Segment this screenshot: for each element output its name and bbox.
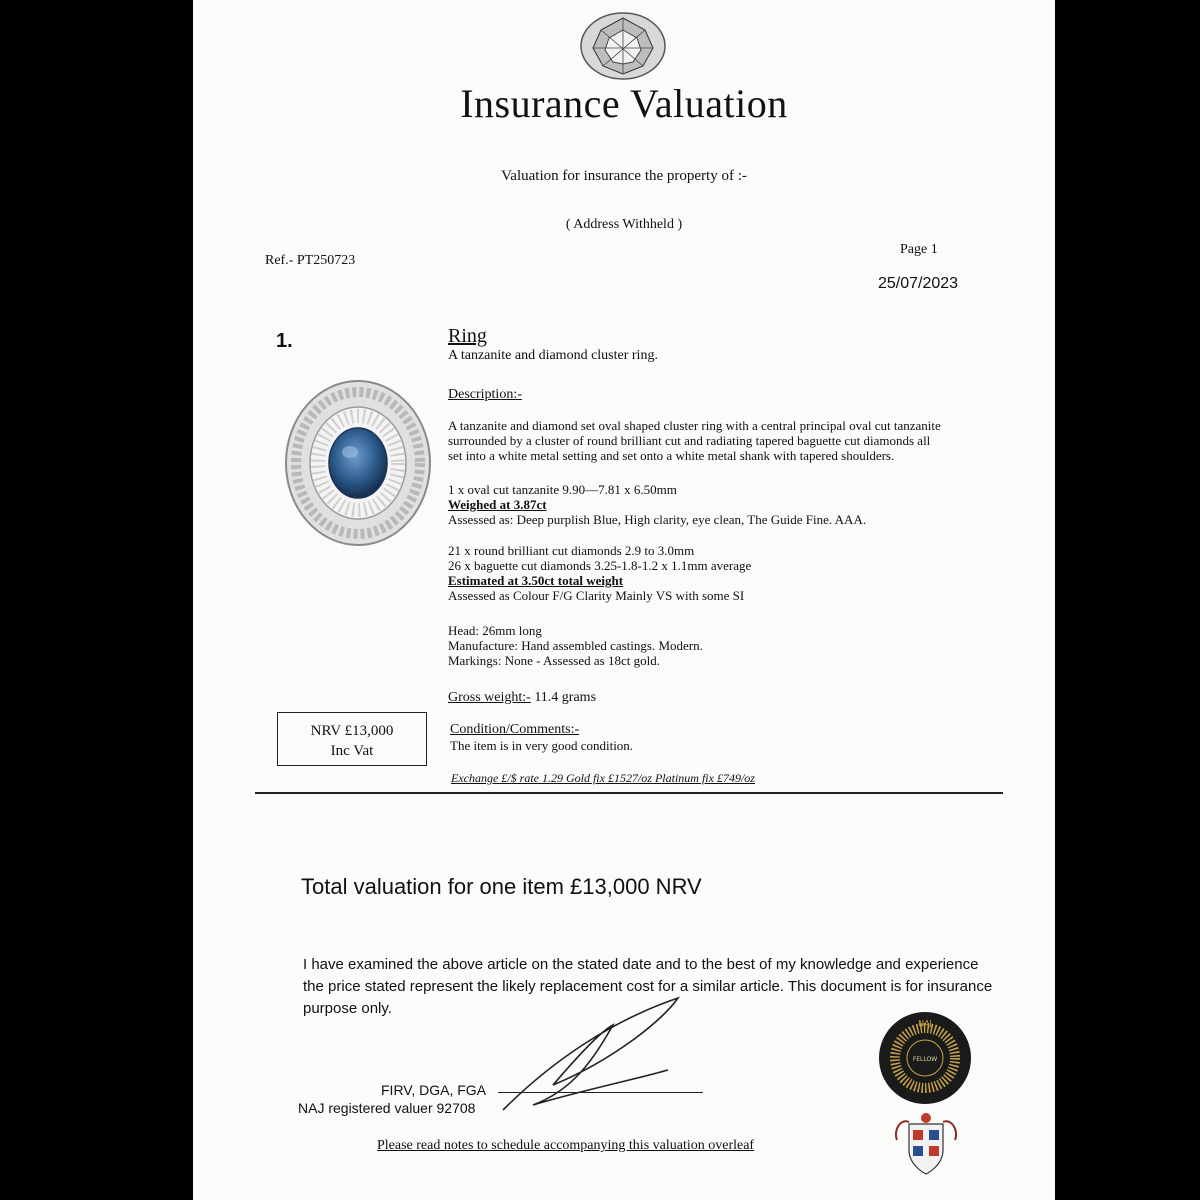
total-valuation: Total valuation for one item £13,000 NRV [301, 874, 702, 899]
valuer-qualifications: FIRV, DGA, FGA [381, 1082, 487, 1098]
document-title: Insurance Valuation [460, 81, 788, 126]
subtitle: Valuation for insurance the property of :- [501, 168, 747, 184]
item-summary: A tanzanite and diamond cluster ring. [448, 348, 658, 363]
coat-of-arms-icon [891, 1110, 961, 1190]
nrv-vat: Inc Vat [330, 743, 374, 759]
manufacture: Manufacture: Hand assembled castings. Modern. [448, 638, 703, 653]
baguette-diamonds-spec: 26 x baguette cut diamonds 3.25-1.8-1.2 x 1.1mm average [448, 558, 752, 573]
signature-icon [493, 990, 693, 1120]
diamond-logo-icon [573, 8, 673, 83]
tanzanite-weight: Weighed at 3.87ct [448, 497, 547, 512]
exchange-rates: Exchange £/$ rate 1.29 Gold fix £1527/oz Platinum fix £749/oz [451, 771, 755, 785]
seal-center-text: FELLOW [912, 1056, 938, 1063]
diamonds-weight: Estimated at 3.50ct total weight [448, 573, 624, 588]
description-line: surrounded by a cluster of round brilliant cut and radiating tapered baguette cut diamonds all [448, 433, 931, 448]
description-block [448, 418, 1048, 463]
markings: Markings: None - Assessed as 18ct gold. [448, 653, 660, 668]
diamonds-block [448, 543, 1048, 603]
item-name: Ring [448, 325, 487, 347]
description-line: set into a white metal setting and set onto a white metal shank with tapered shoulders. [448, 448, 895, 463]
page-number: Page 1 [900, 242, 938, 257]
tanzanite-block [448, 482, 1048, 527]
condition-heading: Condition/Comments:- [450, 722, 580, 737]
nrv-box [277, 712, 427, 766]
round-diamonds-spec: 21 x round brilliant cut diamonds 2.9 to 3.0mm [448, 543, 695, 558]
reference: Ref.- PT250723 [265, 253, 356, 268]
nrv-value: NRV £13,000 [310, 723, 394, 739]
gross-weight-value: 11.4 grams [534, 690, 597, 705]
gross-weight-label: Gross weight:- [448, 690, 531, 705]
valuer-registration: NAJ registered valuer 92708 [298, 1100, 476, 1116]
address: ( Address Withheld ) [565, 217, 683, 232]
diamonds-assessment: Assessed as Colour F/G Clarity Mainly VS with some SI [448, 588, 745, 603]
tanzanite-assessment: Assessed as: Deep purplish Blue, High clarity, eye clean, The Guide Fine. AAA. [448, 512, 867, 527]
item-number: 1. [276, 330, 293, 352]
divider [255, 792, 1003, 794]
valuer-statement: I have examined the above article on the stated date and to the best of my knowledge and experience the price stated represent the likely replacement cost for a similar article. This document is for insurance purpose only. [303, 956, 993, 1017]
signature-line [498, 1092, 703, 1093]
description-line: A tanzanite and diamond set oval shaped cluster ring with a central principal oval cut tanzanite [448, 418, 941, 433]
details-block [448, 623, 1048, 668]
head-size: Head: 26mm long [448, 623, 542, 638]
description-heading: Description:- [448, 387, 522, 402]
document-date: 25/07/2023 [878, 275, 959, 292]
ring-photo [283, 378, 433, 553]
seal-top-text: NAJ [918, 1019, 932, 1028]
gross-weight [448, 690, 596, 706]
condition-text: The item is in very good condition. [450, 738, 634, 753]
valuation-page [193, 0, 1055, 1200]
naj-seal-icon [877, 1010, 973, 1106]
notes-link[interactable]: Please read notes to schedule accompanying this valuation overleaf [377, 1138, 755, 1153]
tanzanite-spec: 1 x oval cut tanzanite 9.90—7.81 x 6.50mm [448, 482, 677, 497]
